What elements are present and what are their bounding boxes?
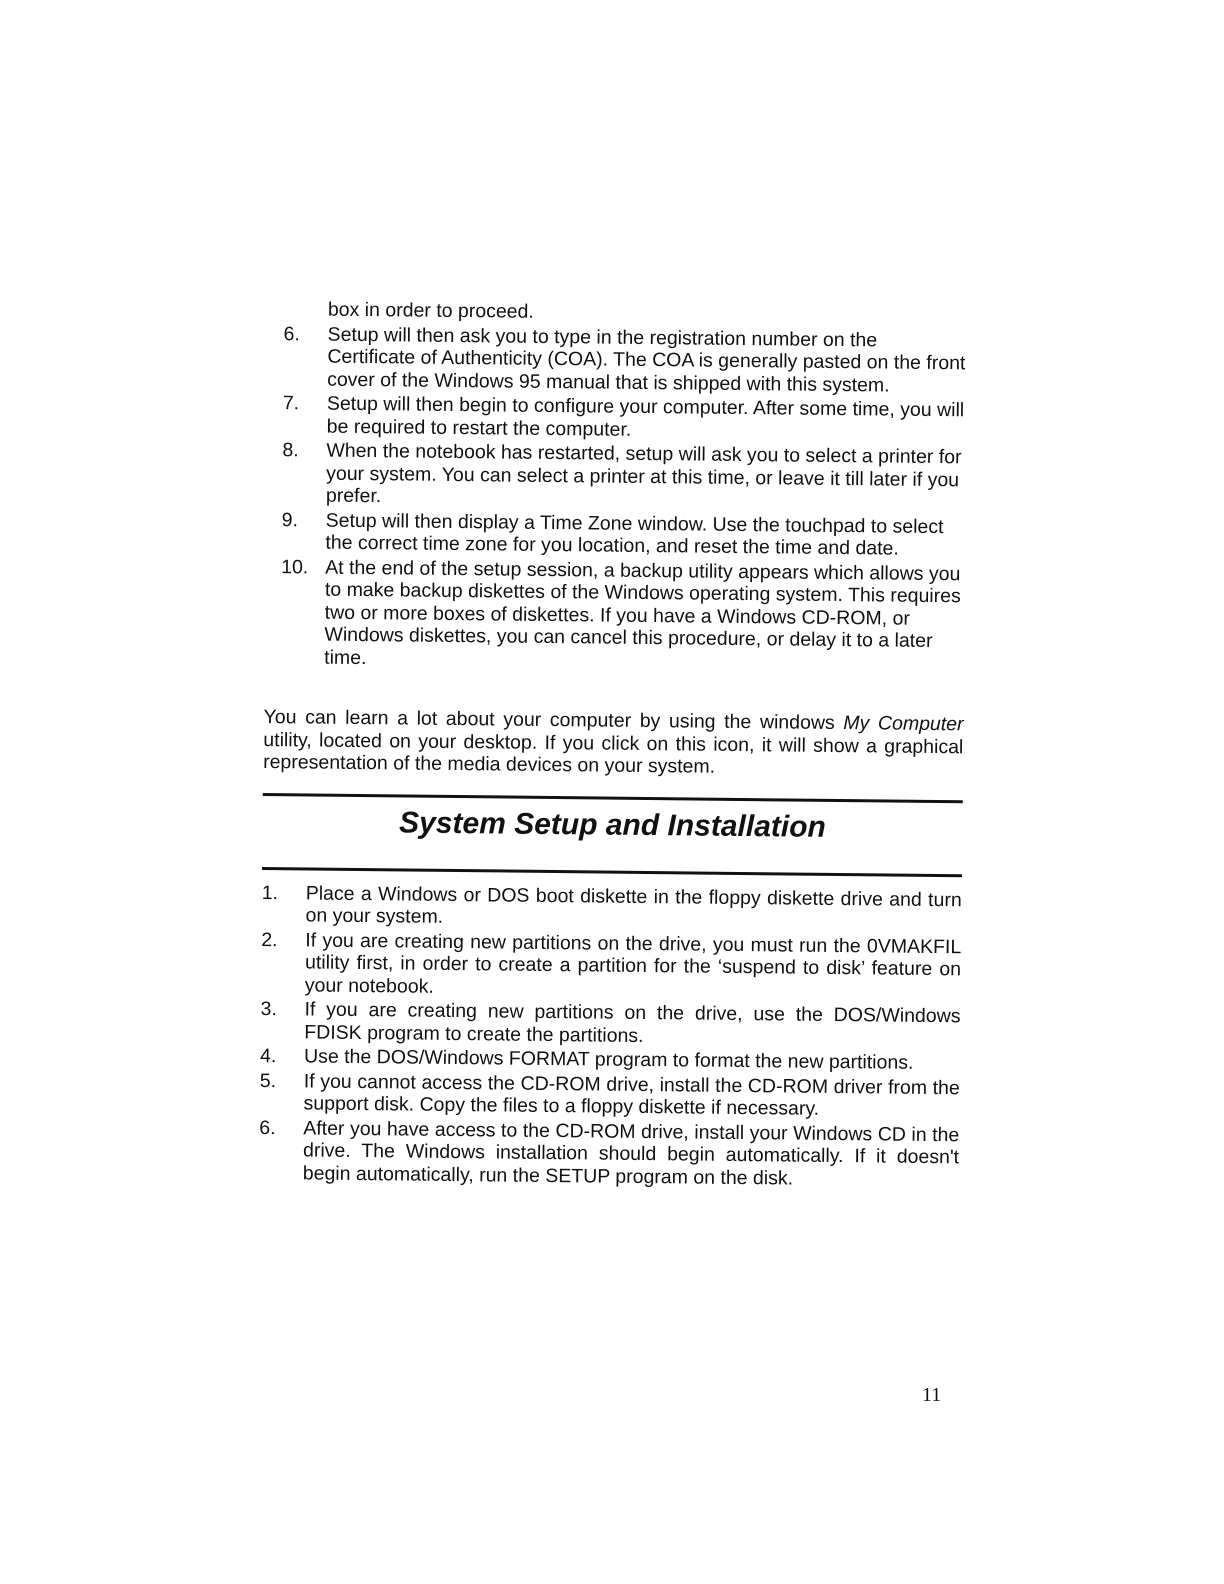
step-number: 10. xyxy=(281,555,309,578)
step-text: Use the DOS/Windows FORMAT program to format the new partitions. xyxy=(303,1045,914,1075)
section-title: System Setup and Installation xyxy=(398,806,827,844)
step-number: 3. xyxy=(260,998,277,1021)
list-item xyxy=(259,1070,959,1122)
step-number: 9. xyxy=(281,508,299,531)
install-steps-list xyxy=(259,882,962,1192)
step-number: 1. xyxy=(261,881,279,905)
section-rule-bottom xyxy=(262,867,962,877)
step-text: If you cannot access the CD-ROM drive, install the CD-ROM driver from the support disk. Copy the files to a floppy diskette if necessary. xyxy=(303,1070,960,1121)
my-computer-term: My Computer xyxy=(843,712,964,736)
page-content xyxy=(259,298,968,1194)
step-number: 8. xyxy=(282,439,299,462)
list-item xyxy=(267,322,968,397)
step-text: When the notebook has restarted, setup will ask you to select a printer for your system. You can select a printer at this time, or leave it till later if you prefer. xyxy=(325,439,962,508)
my-computer-paragraph xyxy=(263,706,964,781)
step-number: 7. xyxy=(282,392,300,415)
step-number: 2. xyxy=(261,928,278,952)
step-text: At the end of the setup session, a backup utility appears which allows you to make backup diskettes of the Windows operating system. This requires two or more boxes of diskettes. If you have a Windows CD-ROM, or Windows diskettes, you can cancel this procedure, or delay it to a later time. xyxy=(324,556,961,669)
step-text: After you have access to the CD-ROM drive, install your Windows CD in the drive. The Windows installation should begin automatically. If it doesn't begin automatically, run the SETUP program on the disk. xyxy=(302,1117,960,1190)
list-item xyxy=(267,392,967,444)
paragraph-text: utility, located on your desktop. If you click on this icon, it will show a graphical representation of the media devices on your system. xyxy=(263,728,964,778)
step-text: Setup will then display a Time Zone window. Use the touchpad to select the correct time zone for you location, and reset the time and date. xyxy=(325,509,944,560)
step-number: 5. xyxy=(259,1069,277,1093)
list-item xyxy=(260,998,960,1050)
step-text: Setup will then ask you to type in the registration number on the Certificate of Authenticity (COA). The COA is generally pasted on the front cover of the Windows 95 manual that is shipped with this system. xyxy=(327,323,966,397)
continued-text: box in order to proceed. xyxy=(327,298,534,323)
step-number: 6. xyxy=(283,322,301,345)
step-text: If you are creating new partitions on the drive, use the DOS/Windows FDISK program to create the partitions. xyxy=(304,998,961,1047)
list-item xyxy=(259,1117,960,1192)
step-text: Setup will then begin to configure your computer. After some time, you will be required to restart the computer. xyxy=(326,392,965,441)
step-number: 6. xyxy=(259,1116,276,1140)
step-text: Place a Windows or DOS boot diskette in the floppy diskette drive and turn on your system. xyxy=(305,882,962,929)
step-text: If you are creating new partitions on the drive, you must run the 0VMAKFIL utility first, in order to create a partition for the ‘suspend to disk’ feature on your notebook. xyxy=(304,929,962,998)
step-number: 4. xyxy=(259,1045,277,1068)
list-item xyxy=(261,929,962,1004)
list-item xyxy=(266,439,967,514)
setup-steps-list xyxy=(264,322,968,675)
section-rule-top xyxy=(263,793,963,803)
list-item xyxy=(261,882,961,934)
page-number: 11 xyxy=(922,1384,942,1406)
list-item xyxy=(265,508,965,560)
list-item xyxy=(264,555,965,675)
paragraph-text: You can learn a lot about your computer by using the windows xyxy=(263,705,844,735)
